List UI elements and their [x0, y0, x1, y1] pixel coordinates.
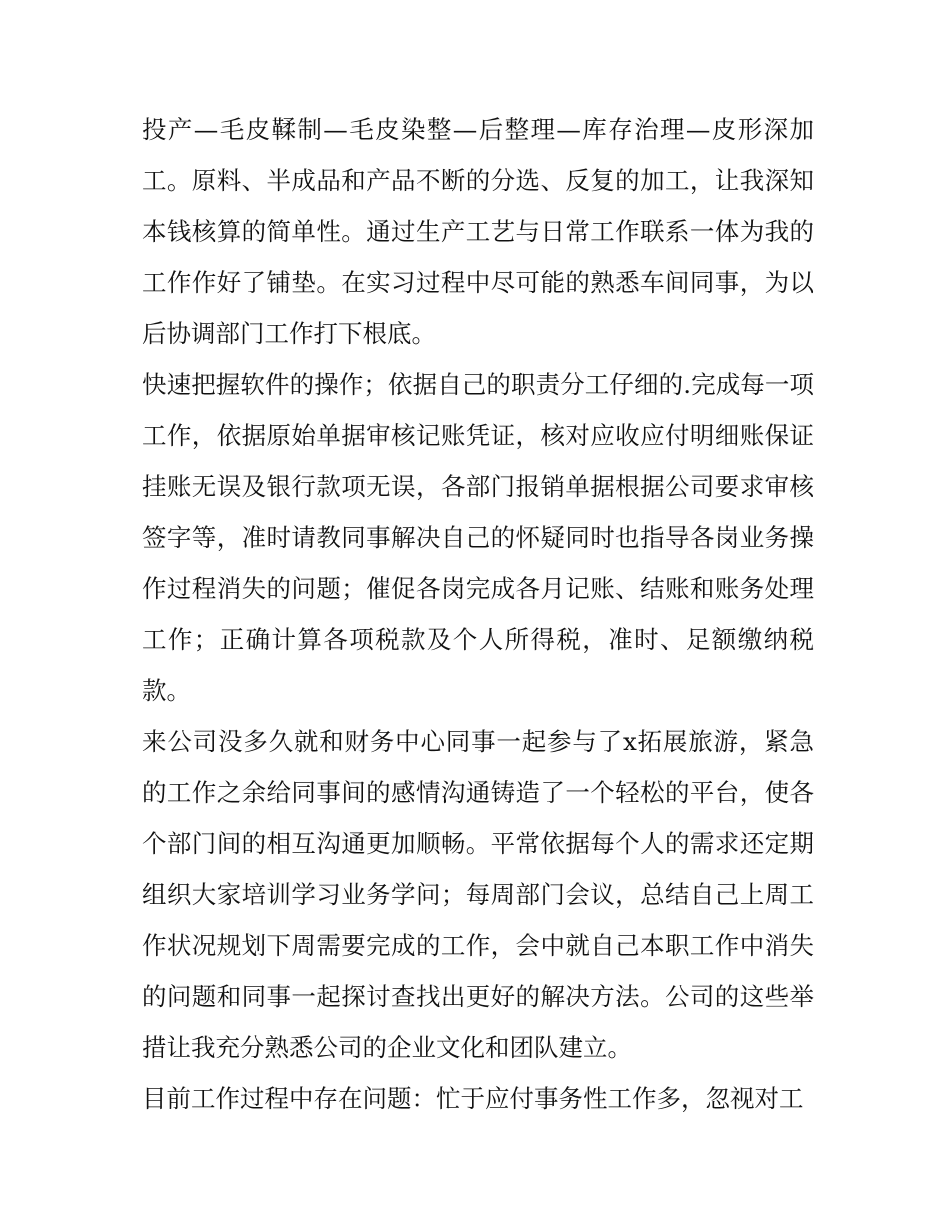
paragraph-production-process: 投产—毛皮鞣制—毛皮染整—后整理—库存治理—皮形深加工。原料、半成品和产品不断的分选、反复的加工，让我深知本钱核算的简单性。通过生产工艺与日常工作联系一体为我的工作作好了铺垫。在实习过程中尽可能的熟悉车间同事，为以后协调部门工作打下根底。 [142, 115, 814, 348]
paragraph-current-problems: 目前工作过程中存在问题：忙于应付事务性工作多，忽视对工 [142, 1084, 804, 1113]
paragraph-software-duties: 快速把握软件的操作；依据自己的职责分工仔细的.完成每一项工作，依据原始单据审核记账凭证，核对应收应付明细账保证挂账无误及银行款项无误，各部门报销单据根据公司要求审核签字等，准时请教同事解决自己的怀疑同时也指导各岗业务操作过程消失的问题；催促各岗完成各月记账、结账和账务处理工作；正确计算各项税款及个人所得税，准时、足额缴纳税款。 [142, 370, 814, 705]
paragraph-team-activities: 来公司没多久就和财务中心同事一起参与了x拓展旅游，紧急的工作之余给同事间的感情沟通铸造了一个轻松的平台，使各个部门间的相互沟通更加顺畅。平常依据每个人的需求还定期组织大家培训学习业务学问；每周部门会议，总结自己上周工作状况规划下周需要完成的工作，会中就自己本职工作中消失的问题和同事一起探讨查找出更好的解决方法。公司的这些举措让我充分熟悉公司的企业文化和团队建立。 [142, 727, 814, 1062]
document-body [142, 104, 814, 1124]
